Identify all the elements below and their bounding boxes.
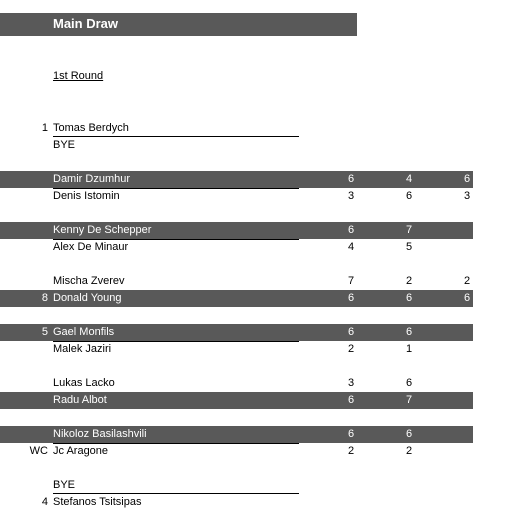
set-score-1: 2 xyxy=(347,445,355,457)
player-row xyxy=(0,443,529,460)
set-score-2: 5 xyxy=(405,241,413,253)
player-row xyxy=(0,426,529,443)
set-score-2: 6 xyxy=(405,190,413,202)
set-score-2: 7 xyxy=(405,224,413,236)
set-score-1: 6 xyxy=(347,292,355,304)
set-score-1: 3 xyxy=(347,190,355,202)
set-score-2: 2 xyxy=(405,275,413,287)
set-score-2: 6 xyxy=(405,326,413,338)
set-score-1: 7 xyxy=(347,275,355,287)
bracket-line xyxy=(53,188,299,189)
set-score-1: 6 xyxy=(347,173,355,185)
bracket-line xyxy=(53,443,299,444)
player-name: Malek Jaziri xyxy=(53,343,112,355)
seed-label: 1 xyxy=(41,122,48,134)
set-score-2: 6 xyxy=(405,428,413,440)
player-name: Lukas Lacko xyxy=(53,377,115,389)
player-name: Radu Albot xyxy=(53,394,107,406)
player-row xyxy=(0,222,529,239)
seed-label: 5 xyxy=(41,326,48,338)
set-score-1: 6 xyxy=(347,394,355,406)
player-row xyxy=(0,120,529,137)
set-score-2: 6 xyxy=(405,292,413,304)
player-name: BYE xyxy=(53,479,76,491)
set-score-3: 6 xyxy=(463,173,471,185)
player-name: Damir Dzumhur xyxy=(53,173,131,185)
player-name: Alex De Minaur xyxy=(53,241,129,253)
set-score-2: 4 xyxy=(405,173,413,185)
player-name: Donald Young xyxy=(53,292,122,304)
player-row xyxy=(0,477,529,494)
page-title: Main Draw xyxy=(53,16,119,31)
set-score-3: 6 xyxy=(463,292,471,304)
title-bar xyxy=(0,13,357,36)
set-score-1: 4 xyxy=(347,241,355,253)
player-name: Gael Monfils xyxy=(53,326,115,338)
player-row xyxy=(0,188,529,205)
player-name: BYE xyxy=(53,139,76,151)
player-row xyxy=(0,290,529,307)
seed-label: 8 xyxy=(41,292,48,304)
set-score-1: 6 xyxy=(347,326,355,338)
player-name: Mischa Zverev xyxy=(53,275,125,287)
player-row xyxy=(0,324,529,341)
set-score-2: 2 xyxy=(405,445,413,457)
set-score-2: 6 xyxy=(405,377,413,389)
player-name: Jc Aragone xyxy=(53,445,109,457)
player-row xyxy=(0,341,529,358)
set-score-3: 2 xyxy=(463,275,471,287)
set-score-1: 6 xyxy=(347,224,355,236)
player-row xyxy=(0,171,529,188)
bracket-line xyxy=(53,341,299,342)
player-name: Nikoloz Basilashvili xyxy=(53,428,147,440)
player-row xyxy=(0,137,529,154)
player-name: Stefanos Tsitsipas xyxy=(53,496,142,508)
player-row xyxy=(0,392,529,409)
set-score-3: 3 xyxy=(463,190,471,202)
player-row xyxy=(0,273,529,290)
set-score-1: 2 xyxy=(347,343,355,355)
player-row xyxy=(0,494,529,511)
seed-label: 4 xyxy=(41,496,48,508)
player-name: Tomas Berdych xyxy=(53,122,129,134)
player-row xyxy=(0,239,529,256)
set-score-1: 6 xyxy=(347,428,355,440)
player-name: Denis Istomin xyxy=(53,190,120,202)
bracket-line xyxy=(53,239,299,240)
set-score-1: 3 xyxy=(347,377,355,389)
set-score-2: 1 xyxy=(405,343,413,355)
set-score-2: 7 xyxy=(405,394,413,406)
round-label: 1st Round xyxy=(53,70,104,82)
player-row xyxy=(0,375,529,392)
seed-label: WC xyxy=(29,445,48,457)
player-name: Kenny De Schepper xyxy=(53,224,152,236)
